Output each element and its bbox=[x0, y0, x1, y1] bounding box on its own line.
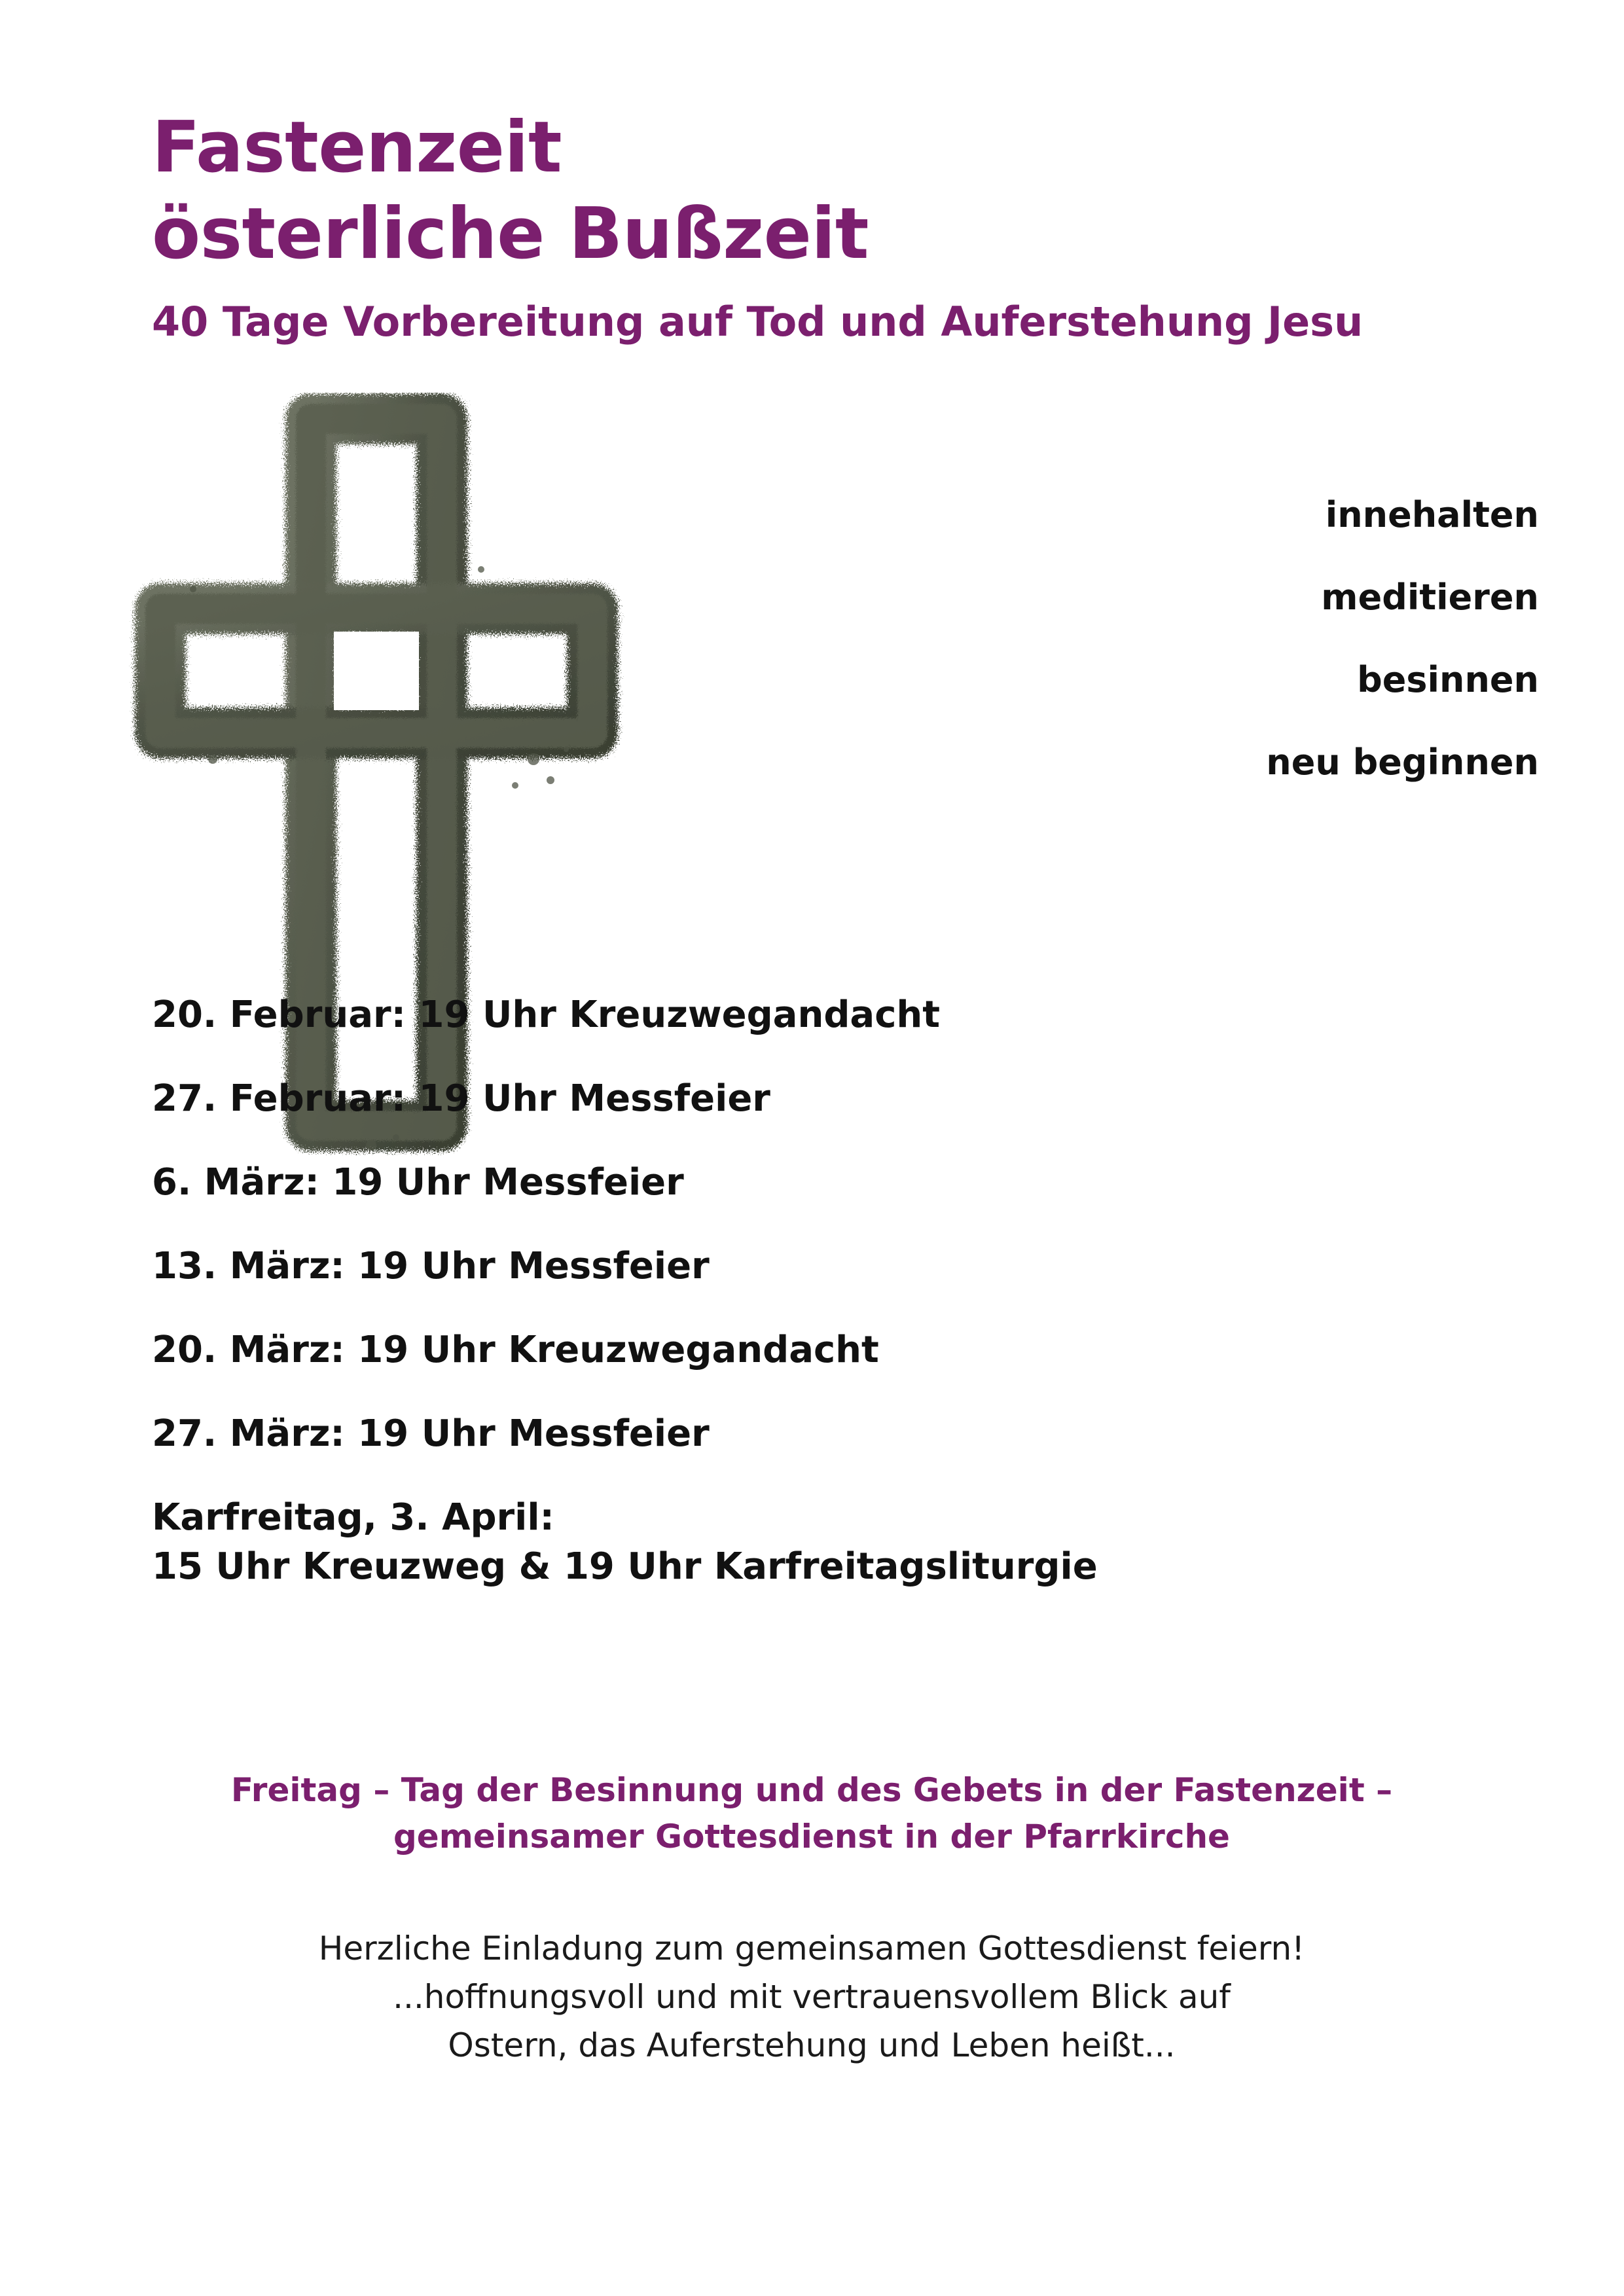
schedule-item: 20. März: 19 Uhr Kreuzwegandacht bbox=[152, 1329, 879, 1372]
schedule-item: 13. März: 19 Uhr Messfeier bbox=[152, 1245, 710, 1288]
invitation-text bbox=[105, 1924, 1519, 2070]
schedule-item: 6. März: 19 Uhr Messfeier bbox=[152, 1161, 684, 1204]
invitation-line-1: Herzliche Einladung zum gemeinsamen Gottesdienst feiern! bbox=[318, 1929, 1305, 1967]
keyword-item: innehalten bbox=[1325, 494, 1539, 535]
page-subtitle: 40 Tage Vorbereitung auf Tod und Auferstehung Jesu bbox=[152, 297, 1363, 346]
friday-note-line-1: Freitag – Tag der Besinnung und des Gebets in der bbox=[230, 1771, 1163, 1809]
friday-note-line-2: Fastenzeit – gemeinsamer Gottesdienst in der Pfarrkirche bbox=[393, 1771, 1393, 1856]
schedule-item: 27. März: 19 Uhr Messfeier bbox=[152, 1412, 710, 1456]
friday-note bbox=[105, 1767, 1519, 1860]
schedule-item-good-friday bbox=[152, 1496, 1526, 1588]
invitation-line-2: ...hoffnungsvoll und mit vertrauensvollem Blick auf bbox=[393, 1978, 1231, 2016]
service-schedule-list bbox=[152, 994, 1526, 1629]
page-title-line-1: Fastenzeit bbox=[152, 107, 562, 188]
invitation-line-3: Ostern, das Auferstehung und Leben heißt... bbox=[448, 2026, 1176, 2064]
keyword-item: neu beginnen bbox=[1266, 742, 1539, 783]
good-friday-title: Karfreitag, 3. April: bbox=[152, 1496, 554, 1539]
schedule-item: 27. Februar: 19 Uhr Messfeier bbox=[152, 1077, 770, 1121]
keyword-item: meditieren bbox=[1321, 577, 1539, 618]
schedule-item: 20. Februar: 19 Uhr Kreuzwegandacht bbox=[152, 994, 941, 1036]
heading-block bbox=[152, 105, 1540, 349]
keyword-item: besinnen bbox=[1357, 659, 1539, 700]
page-title-line-2: österliche Bußzeit bbox=[152, 192, 869, 275]
good-friday-details: 15 Uhr Kreuzweg & 19 Uhr Karfreitagsliturgie bbox=[152, 1545, 1098, 1588]
keyword-list bbox=[819, 494, 1539, 783]
